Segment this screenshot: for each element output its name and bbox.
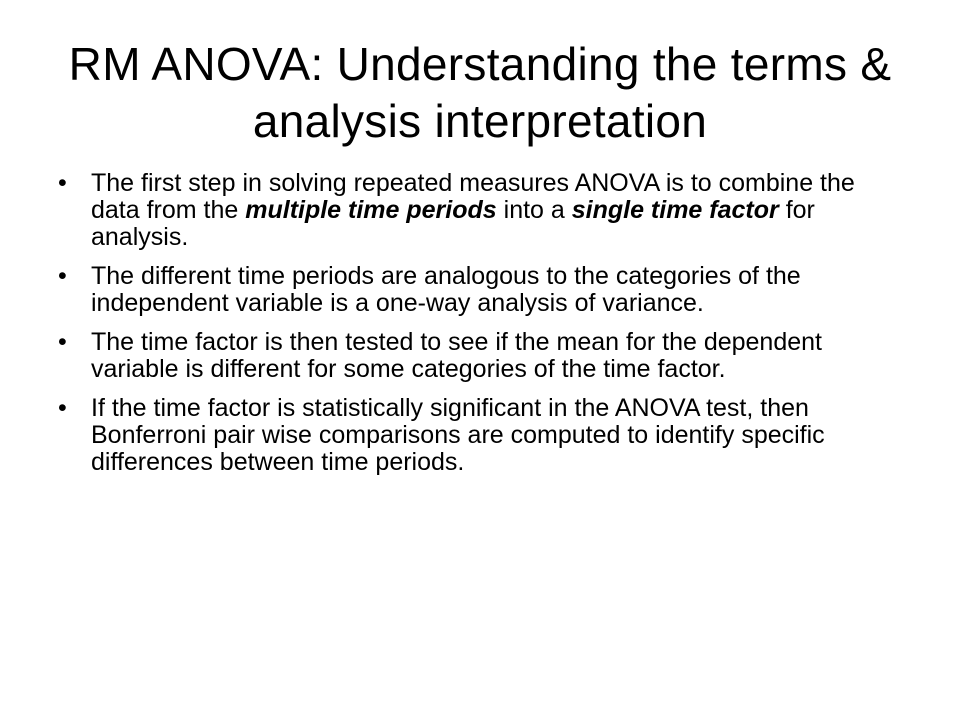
bullet-text: The time factor is then tested to see if the mean for the dependent variable is different for some categories of the time factor. — [91, 328, 822, 383]
bullet-item — [58, 329, 903, 383]
bullet-text-part: The first step in solving repeated measures ANOVA is to combine the data from the — [91, 169, 855, 224]
bullet-text-part: for analysis. — [91, 196, 815, 251]
bullet-list — [58, 170, 903, 488]
bullet-item — [58, 395, 903, 476]
bullet-text: If the time factor is statistically significant in the ANOVA test, then Bonferroni pair wise comparisons are computed to identify specific differences between time periods. — [91, 394, 825, 476]
bullet-marker: • — [58, 394, 67, 422]
bullet-emphasis: single time factor — [571, 196, 779, 224]
slide-title: RM ANOVA: Understanding the terms & analysis interpretation — [68, 38, 892, 147]
bullet-marker: • — [58, 169, 67, 197]
bullet-text: The different time periods are analogous to the categories of the independent variable is a one-way analysis of variance. — [91, 262, 801, 317]
bullet-text-part: into a — [496, 196, 572, 224]
bullet-item — [58, 263, 903, 317]
bullet-text — [91, 169, 855, 251]
bullet-emphasis: multiple time periods — [245, 196, 497, 224]
bullet-marker: • — [58, 262, 67, 290]
bullet-marker: • — [58, 328, 67, 356]
bullet-item — [58, 170, 903, 251]
